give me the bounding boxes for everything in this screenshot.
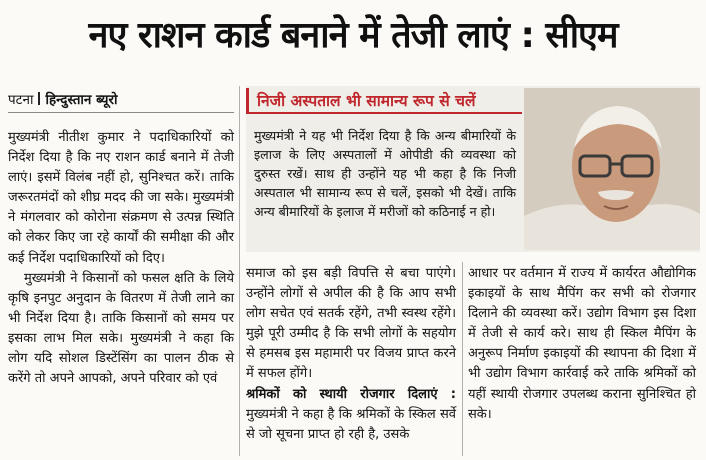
article-paragraph: मुख्यमंत्री नीतीश कुमार ने पदाधिकारियों को निर्देश दिया है कि नए राशन कार्ड बनाने में तेजी लाएं। इसमें विलंब नहीं हो, सुनिश्चत करें। ताकि जरूरतमंदों को शीघ्र मदद की जा सके। मुख्यमंत्री ने मंगलवार को कोरोना संक्रमण से उत्पन्न स्थिति को लेकर किए जा रहे कार्यों की समीक्षा की और कई निर्देश पदाधिकारियों को दिए। (8, 130, 234, 266)
article-paragraph: समाज को इस बड़ी विपत्ति से बचा पाएंगे। उन्होंने लोगों से अपील की है कि आप सभी लोग सचेत एवं सतर्क रहेंगे, तभी स्वस्थ रहेंगे। मुझे पूरी उम्मीद है कि सभी लोगों के सहयोग से हमसब इस महामारी पर विजय प्राप्त करने में सफल होंगे। (246, 266, 456, 382)
article-subheading: श्रमिकों को स्थायी रोजगार दिलाएं : (246, 386, 456, 402)
article-paragraph: आधार पर वर्तमान में राज्य में कार्यरत औद्योगिक इकाइयों के साथ मैपिंग कर सभी को रोजगार दिलाने की व्यवस्था करें। उद्योग विभाग इस दिशा में तेजी से कार्य करे। साथ ही स्किल मैपिंग के अनुरूप निर्माण इकाइयों की स्थापना की दिशा में भी उद्योग विभाग कार्रवाई करे ताकि श्रमिकों को यहीं स्थायी रोजगार उपलब्ध कराना सुनिश्चित हो सके। (468, 266, 696, 422)
article-column-1 (8, 128, 234, 389)
headline: नए राशन कार्ड बनाने में तेजी लाएं : सीएम (88, 14, 618, 56)
byline-separator (38, 92, 40, 105)
sidebar-box-text: मुख्यमंत्री ने यह भी निर्देश दिया है कि अन्य बीमारियों के इलाज के लिए अस्पतालों में ओपीडी की व्यवस्था को दुरुस्त रखें। साथ ही उन्होंने यह भी कहा है कि निजी अस्पताल भी सामान्य रूप से चलें, इसको भी देखें। ताकि अन्य बीमारियों के इलाज में मरीजों को कठिनाई न हो। (254, 128, 516, 219)
article-column-3 (468, 264, 696, 425)
sidebar-box-title: निजी अस्पताल भी सामान्य रूप से चलें (246, 88, 522, 114)
bureau-name: हिन्दुस्तान ब्यूरो (45, 92, 118, 108)
portrait-photo (524, 88, 700, 250)
byline (8, 90, 117, 108)
article-column-2 (246, 264, 456, 445)
byline-rule (8, 112, 234, 113)
article-paragraph: मुख्यमंत्री ने किसानों को फसल क्षति के लिये कृषि इनपुट अनुदान के वितरण में तेजी लाने का भी निर्देश दिया है। ताकि किसानों को समय पर इसका लाभ मिल सके। मुख्यमंत्री ने कहा कि लोग यदि सोशल डिस्टेंसिंग का पालन ठीक से करेंगे तो अपने आपको, अपने परिवार को एवं (8, 270, 234, 387)
article-paragraph: मुख्यमंत्री ने कहा है कि श्रमिकों के स्किल सर्वे से जो सूचना प्राप्त हो रही है, उसके (246, 406, 456, 442)
column-divider (239, 86, 240, 456)
dateline-city: पटना (8, 92, 34, 108)
column-divider (462, 262, 463, 456)
sidebar-box (246, 86, 700, 252)
